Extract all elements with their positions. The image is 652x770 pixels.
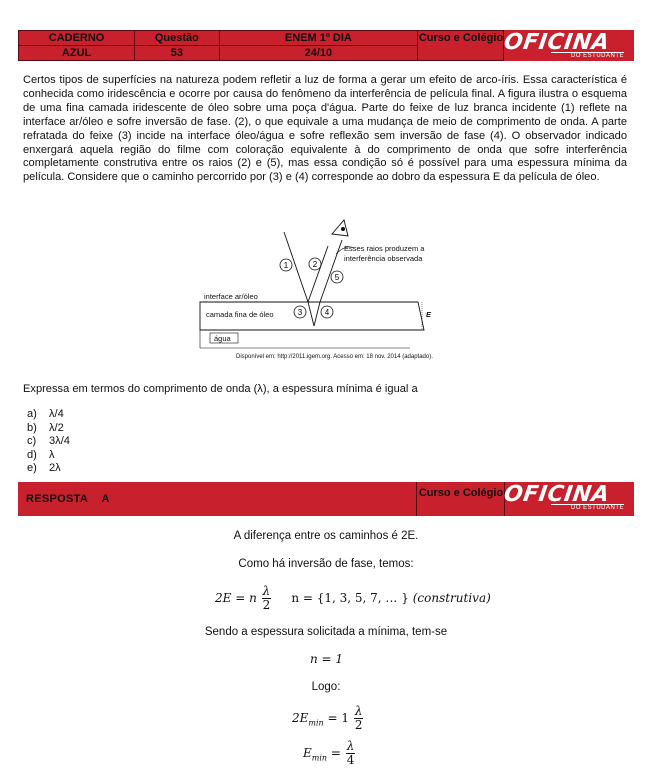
header-val-dia: 24/10 xyxy=(219,46,418,61)
annotation-line-1: Esses raios produzem a xyxy=(344,244,425,253)
question-prompt: Expressa em termos do comprimento de onda (λ), a espessura mínima é igual a xyxy=(23,383,418,395)
thickness-label: E xyxy=(426,310,432,319)
header-col-dia: ENEM 1º DIA xyxy=(219,31,418,46)
iridescence-figure xyxy=(196,214,446,364)
answer-curso-label: Curso e Colégio xyxy=(418,487,504,499)
header-val-caderno: AZUL xyxy=(19,46,135,61)
ray-label-5: 5 xyxy=(334,273,340,282)
oil-layer-label: camada fina de óleo xyxy=(206,310,274,319)
logo-wordmark: OFICINA xyxy=(502,30,612,55)
logo-wordmark-answer: OFICINA xyxy=(502,482,612,507)
ray-2 xyxy=(308,246,328,302)
answer-header-bar xyxy=(18,482,634,516)
equation-1: 2E = n $\frac{\lambda}{2}$ n = {1, 3, 5, 7, … } (construtiva) xyxy=(215,584,491,612)
curso-label: Curso e Colégio xyxy=(418,32,504,44)
header-bar xyxy=(18,30,634,61)
ray-3 xyxy=(308,302,314,326)
oficina-logo xyxy=(504,32,628,59)
option-e[interactable]: e) 2λ xyxy=(27,462,61,474)
equation-2: n = 1 xyxy=(310,652,344,666)
answer-options xyxy=(27,408,70,476)
figure-citation: Disponível em: http://2011.igem.org. Acesso em: 18 nov. 2014 (adaptado). xyxy=(236,354,433,360)
logo-subtitle-answer: DO ESTUDANTE xyxy=(551,504,624,511)
header-col-caderno: CADERNO xyxy=(19,31,135,46)
option-b[interactable]: b) λ/2 xyxy=(27,421,64,434)
header-col-questao: Questão xyxy=(135,31,219,46)
answer-line-1: A diferença entre os caminhos é 2E. xyxy=(233,530,419,542)
figure-diagram xyxy=(196,214,446,364)
eye-icon xyxy=(332,220,348,236)
header-val-questao: 53 xyxy=(135,46,219,61)
ray-label-1: 1 xyxy=(283,261,289,270)
answer-line-4: Logo: xyxy=(311,681,341,693)
oficina-logo-answer xyxy=(504,484,628,511)
option-a[interactable]: a) λ/4 xyxy=(27,408,64,420)
equation-3: $2E_{min} = 1$ $\frac{\lambda}{2}$ xyxy=(292,704,363,732)
interface-label: interface ar/óleo xyxy=(204,292,258,301)
ray-label-3: 3 xyxy=(297,308,303,317)
answer-line-3: Sendo a espessura solicitada a mínima, tem-se xyxy=(204,626,448,638)
equation-4: $E_{min}$ = $\frac{\lambda}{4}$ xyxy=(303,739,355,767)
ray-label-4: 4 xyxy=(324,308,330,317)
option-c[interactable]: c) 3λ/4 xyxy=(27,435,70,447)
logo-subtitle: DO ESTUDANTE xyxy=(551,52,624,59)
question-text: Certos tipos de superfícies na natureza podem refletir a luz de forma a gerar um efeito de arco-íris. Essa característica é conhecida como iridescência e ocorre por causa do fenômeno da interferência de película final. A figura ilustra o esquema de uma fina camada iridescente de óleo sobre uma poça d'água. Parte do feixe de luz branca incidente (1) reflete na interface ar/óleo e sofre inversão de fase. (2), o que equivale a uma mudança de meio de comprimento de onda. A parte refratada do feixe (3) incide na interface óleo/água e sofre reflexão sem inversão de fase (4). O observador indicado enxergará aquela região do filme com coloração equivalente à do comprimento de onda que sofre interferência completamente construtiva entre os raios (2) e (5), mas essa condição só é possível para uma espessura mínima da película. Considere que o caminho percorrido por (3) e (4) corresponde ao dobro da espessura E da película de óleo. xyxy=(23,74,627,184)
option-d[interactable]: d) λ xyxy=(27,448,55,461)
answer-line-2: Como há inversão de fase, temos: xyxy=(238,558,414,570)
ray-label-2: 2 xyxy=(312,260,318,269)
answer-letter: A xyxy=(101,493,110,505)
answer-label: RESPOSTA A xyxy=(26,493,110,505)
water-label: água xyxy=(214,334,231,343)
annotation-line-2: interferência observada xyxy=(344,254,423,263)
ray-4 xyxy=(314,302,320,326)
